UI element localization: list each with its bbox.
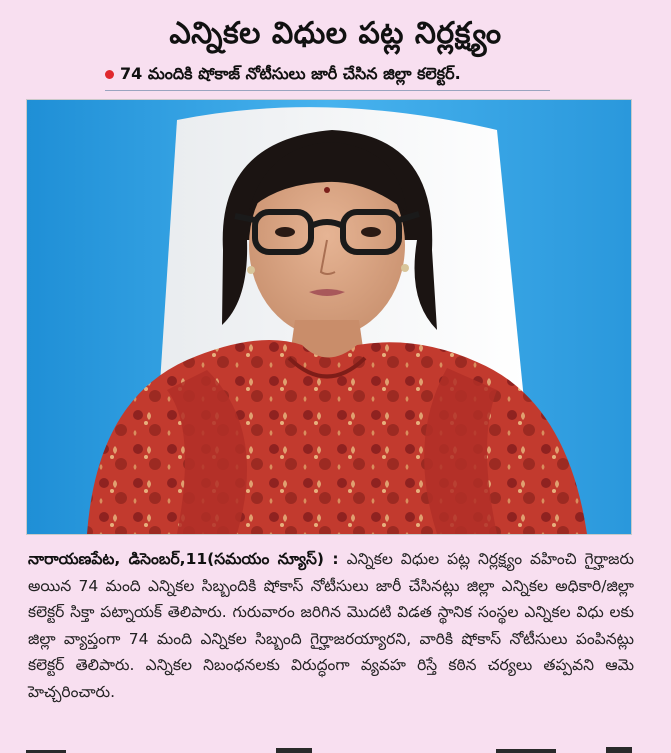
red-bullet-icon [105,70,114,79]
article-body [28,546,634,705]
subheadline-text: 74 మందికి షోకాజ్ నోటీసులు జారీ చేసిన జిల్లా కలెక్టర్. [120,64,461,83]
next-headline-fragment [26,742,636,753]
subheadline [105,62,565,86]
article-body-text: ఎన్నికల విధుల పట్ల నిర్లక్ష్యం వహించి గైర్హాజరు అయిన 74 మంది ఎన్నికల సిబ్బందికి షోకాస్ నోటీసులు జారీ చేసినట్లు జిల్లా ఎన్నికల అధికారి/జిల్లా కలెక్టర్ సిక్తా పట్నాయక్ తెలిపారు. గురువారం జరిగిన మొదటి విడత స్థానిక సంస్థల ఎన్నికల విధు లకు జిల్లా వ్యాప్తంగా 74 మంది ఎన్నికల సిబ్బంది గైర్హాజరయ్యారని, వారికి షోకాస్ నోటీసులు పంపినట్లు కలెక్టర్ తెలిపారు. ఎన్నికల నిబంధనలకు విరుద్ధంగా వ్యవహ రిస్తే కఠిన చర్యలు తప్పవని ఆమె హెచ్చరించారు. [28,550,634,701]
collector-photo [26,99,632,535]
dateline: నారాయణపేట, డిసెంబర్,11(సమయం న్యూస్) : [28,550,339,568]
divider [105,90,550,91]
headline: ఎన్నికల విధుల పట్ల నిర్లక్ష్యం [169,16,502,51]
